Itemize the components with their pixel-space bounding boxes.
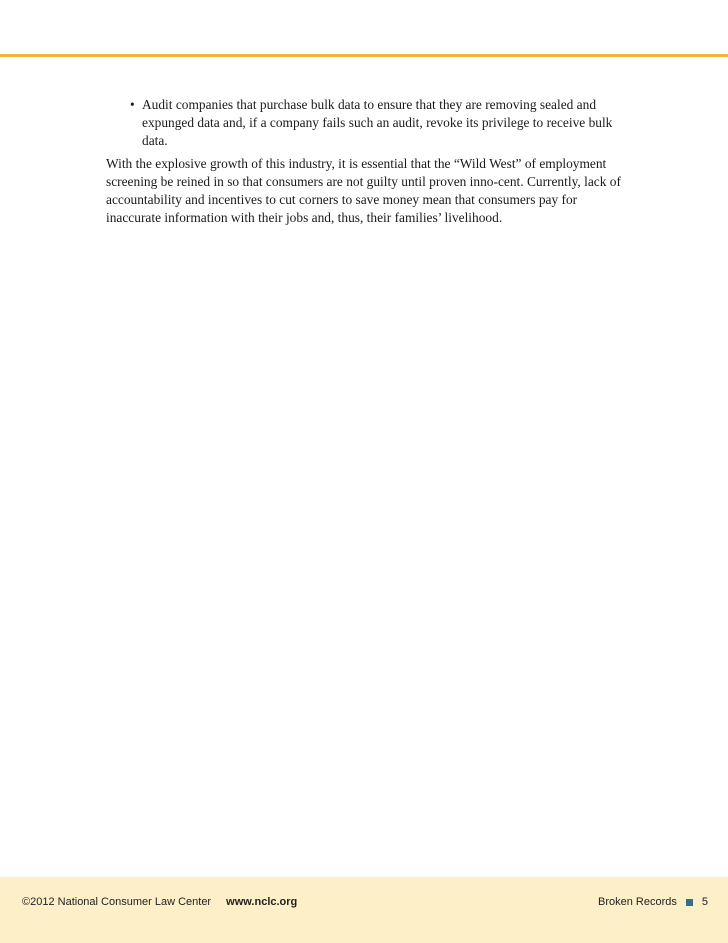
report-title: Broken Records — [598, 896, 677, 908]
bullet-list — [106, 96, 626, 151]
page-footer — [0, 877, 728, 943]
bullet-text: Audit companies that purchase bulk data to ensure that they are removing sealed and expunged data and, if a company fails such an audit, revoke its privilege to receive bulk data. — [142, 97, 613, 149]
page-number: 5 — [701, 896, 708, 908]
page-body — [106, 96, 626, 227]
square-bullet-icon — [686, 899, 693, 906]
footer-left — [22, 896, 297, 908]
body-paragraph: With the explosive growth of this industry, it is essential that the “Wild West” of employment screening be reined in so that consumers are not guilty until proven inno-cent. Currently, lack of accountability and incentives to cut corners to save money mean that consumers pay for inaccurate information with their jobs and, thus, their families’ livelihood. — [106, 155, 621, 226]
list-item — [106, 96, 626, 151]
copyright-text: ©2012 National Consumer Law Center — [22, 896, 212, 908]
bullet-marker: • — [130, 97, 135, 112]
footer-right — [598, 896, 708, 908]
website-link[interactable]: www.nclc.org — [226, 896, 298, 908]
header-rule — [0, 54, 728, 57]
